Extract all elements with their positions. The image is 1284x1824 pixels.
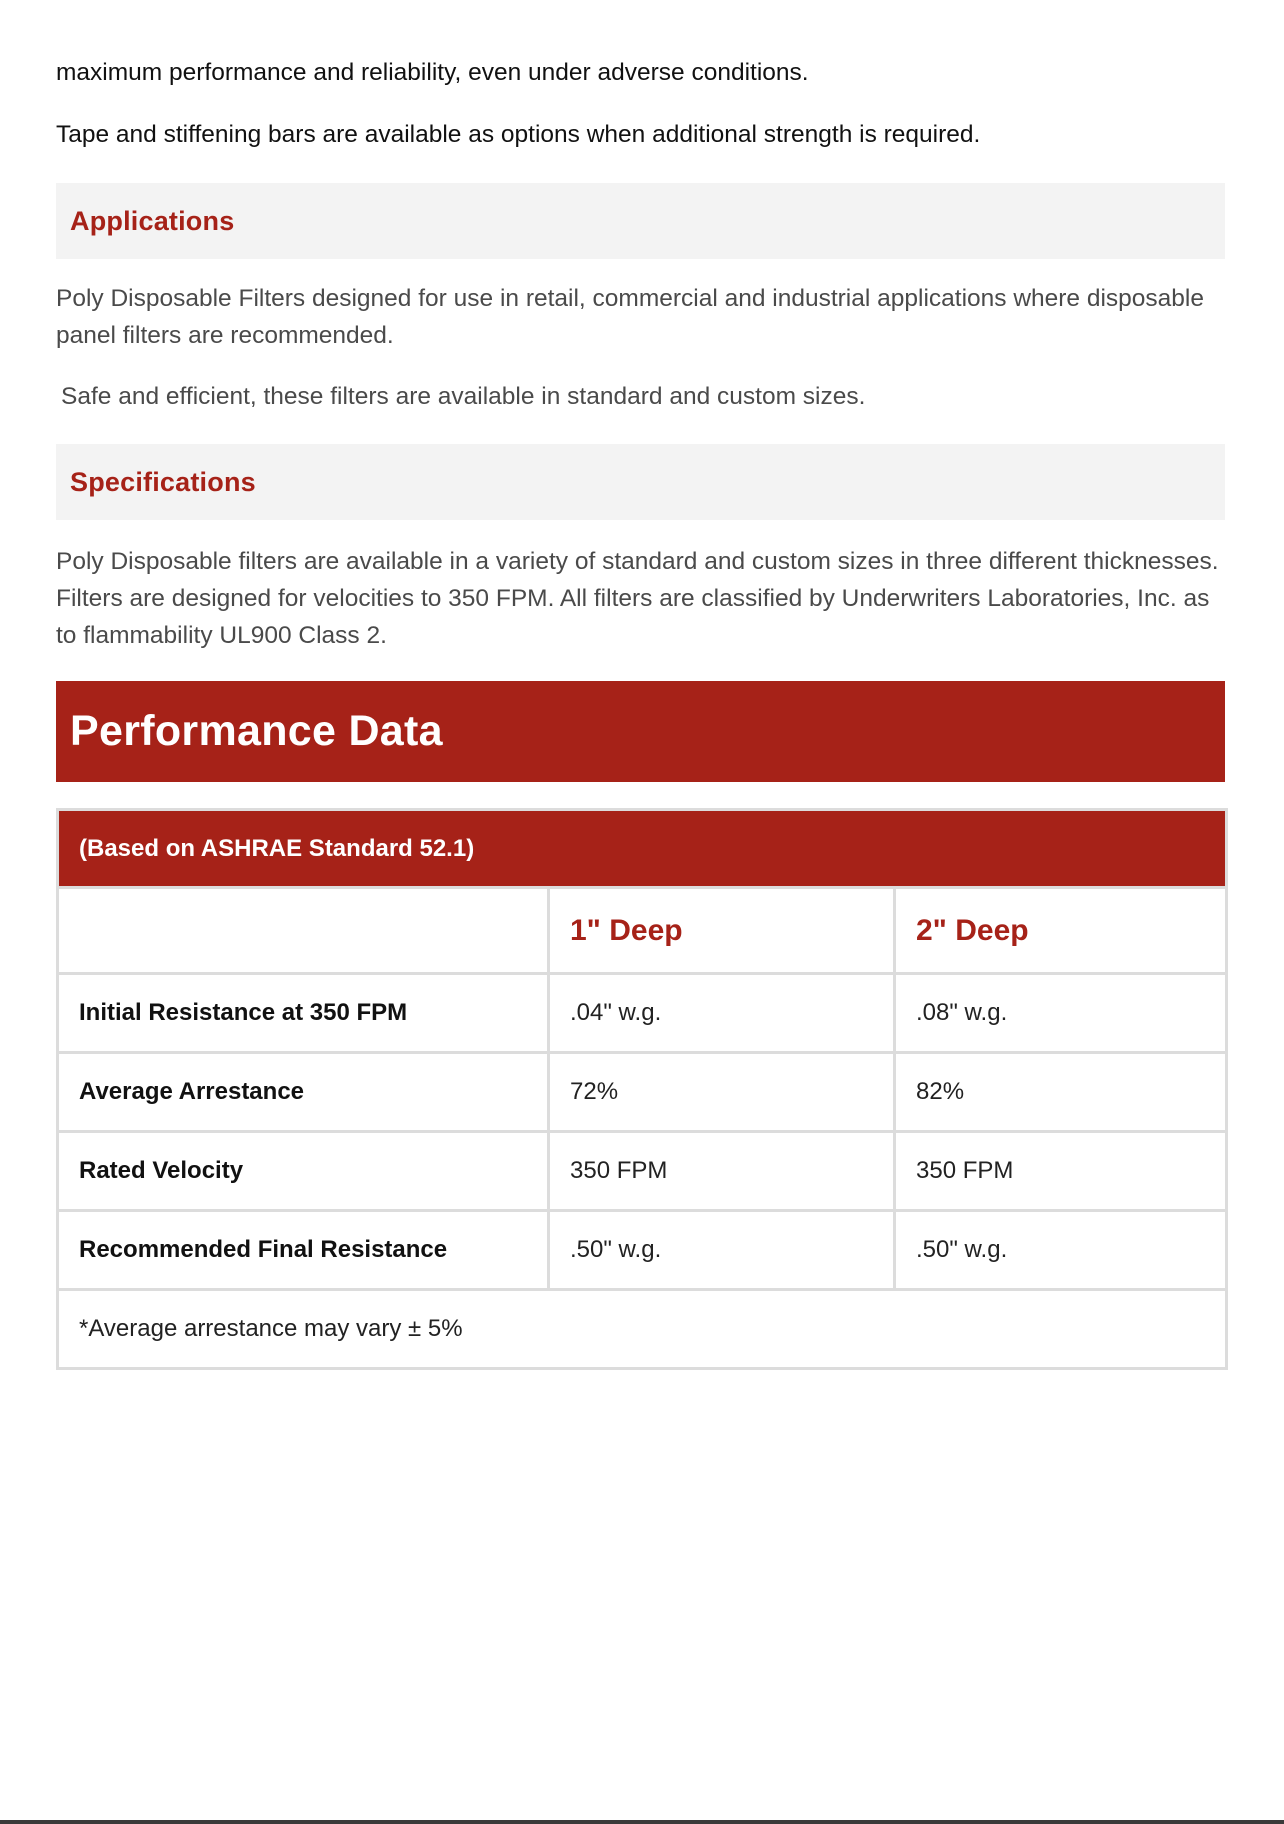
row-value-2in: 82% — [895, 1053, 1227, 1132]
table-note-row — [58, 1290, 1227, 1369]
row-value-1in: .04" w.g. — [549, 974, 895, 1053]
table-footnote: *Average arrestance may vary ± 5% — [58, 1290, 1227, 1369]
performance-table — [56, 808, 1228, 1370]
applications-paragraph-2: Safe and efficient, these filters are available in standard and custom sizes. — [61, 383, 866, 410]
table-row — [58, 1132, 1227, 1211]
specifications-section — [56, 543, 1225, 654]
table-row — [58, 1211, 1227, 1290]
row-label: Rated Velocity — [58, 1132, 549, 1211]
applications-heading-band — [56, 183, 1225, 259]
table-row — [58, 1053, 1227, 1132]
intro-line-2: Tape and stiffening bars are available as options when additional strength is required. — [56, 121, 981, 148]
table-header-1in: 1" Deep — [549, 888, 895, 974]
table-header-empty — [58, 888, 549, 974]
row-label: Average Arrestance — [58, 1053, 549, 1132]
table-header-2in: 2" Deep — [895, 888, 1227, 974]
applications-heading: Applications — [70, 205, 235, 236]
row-label: Recommended Final Resistance — [58, 1211, 549, 1290]
applications-paragraph-1: Poly Disposable Filters designed for use in retail, commercial and industrial applications where disposable panel filters are recommended. — [56, 285, 1204, 349]
specifications-heading-band — [56, 444, 1225, 520]
row-value-1in: 72% — [549, 1053, 895, 1132]
row-value-1in: 350 FPM — [549, 1132, 895, 1211]
row-label: Initial Resistance at 350 FPM — [58, 974, 549, 1053]
table-caption: (Based on ASHRAE Standard 52.1) — [58, 810, 1227, 888]
bottom-divider — [0, 1820, 1284, 1824]
row-value-2in: .08" w.g. — [895, 974, 1227, 1053]
intro-section — [56, 55, 1225, 153]
intro-line-1: maximum performance and reliability, even under adverse conditions. — [56, 59, 809, 86]
applications-section — [56, 280, 1225, 415]
table-header-row — [58, 888, 1227, 974]
performance-table-wrapper — [56, 808, 1228, 1370]
performance-heading: Performance Data — [70, 707, 443, 755]
performance-heading-band — [56, 681, 1225, 782]
row-value-2in: 350 FPM — [895, 1132, 1227, 1211]
table-caption-row — [58, 810, 1227, 888]
row-value-1in: .50" w.g. — [549, 1211, 895, 1290]
table-row — [58, 974, 1227, 1053]
specifications-heading: Specifications — [70, 466, 256, 497]
row-value-2in: .50" w.g. — [895, 1211, 1227, 1290]
specifications-paragraph: Poly Disposable filters are available in a variety of standard and custom sizes in three different thicknesses. Filters are designed for velocities to 350 FPM. All filters are classified by Underwriters Laboratories, Inc. as to flammability UL900 Class 2. — [56, 548, 1219, 649]
